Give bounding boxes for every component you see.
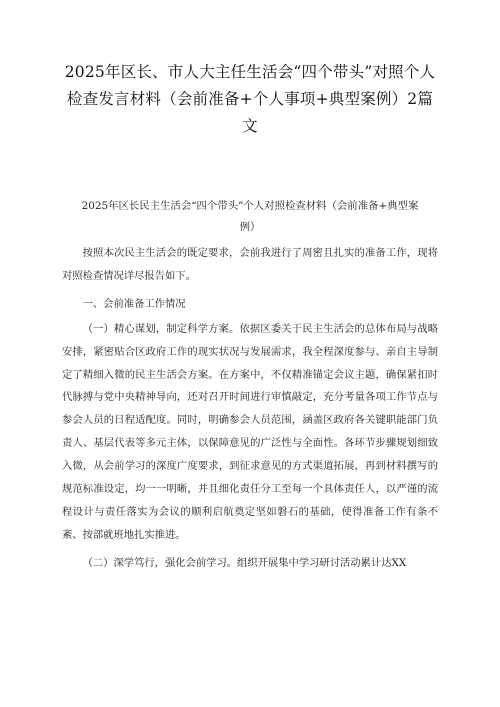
section-heading-1: 一、会前准备工作情况 [82,297,186,310]
body-paragraph-2: （二）深学笃行，强化会前学习。组织开展集中学习研讨活动累计达XX [82,556,407,569]
document-body [62,242,438,580]
document-title: 2025年区长、市人大主任生活会“四个带头”对照个人检查发言材料（会前准备+个人事项+典型案例）2篇文 [64,63,436,135]
body-paragraph-1: （一）精心谋划，制定科学方案。依据区委关于民主生活会的总体布局与战略安排，紧密贴合区政府工作的现实状况与发展需求，我全程深度参与、亲自主导制定了精细入微的民主生活会方案。在方案中，不仅精准锚定会议主题，确保紧扣时代脉搏与党中央精神导向，还对召开时间进行审慎敲定，充分考量各项工作节点与参会人员的日程适配度。同时，明确参会人员范围，涵盖区政府各关键职能部门负责人、基层代表等多元主体，以保障意见的广泛性与全面性。各环节步骤规划细致入微，从会前学习的深度广度要求，到征求意见的方式渠道拓展，再到材料撰写的规范标准设定，均一一明晰，并且细化责任分工至每一个具体责任人，以严谨的流程设计与责任落实为会议的顺利启航奠定坚如磐石的基础，使得准备工作有条不紊、按部就班地扎实推进。 [62,322,438,541]
body-paragraph-intro: 按照本次民主生活会的既定要求，会前我进行了周密且扎实的准备工作，现将对照检查情况详尽报告如下。 [62,247,438,282]
document-subtitle: 2025年区长民主生活会“四个带头”个人对照检查材料（会前准备+典型案例） [81,200,419,233]
